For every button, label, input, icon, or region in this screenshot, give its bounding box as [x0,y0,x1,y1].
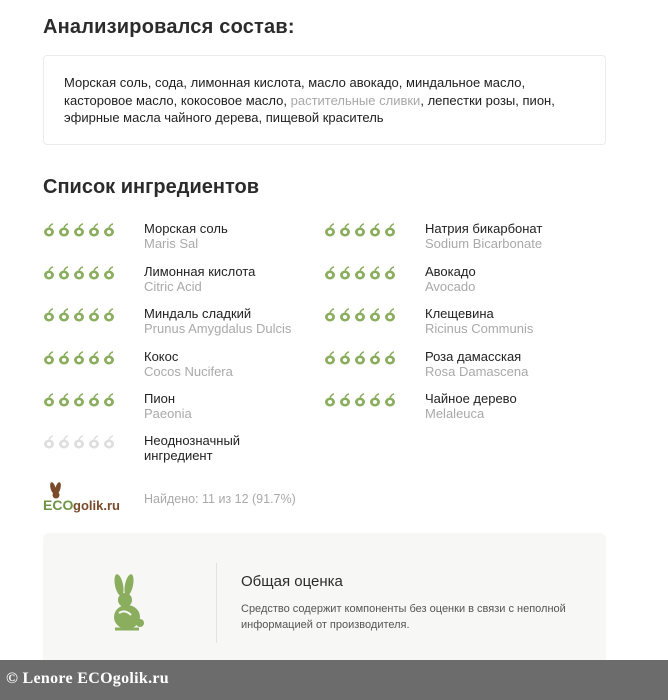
ecogolik-logo[interactable] [43,478,133,518]
ingredient-name-latin: Cocos Nucifera [144,364,233,379]
rabbit-icon [105,573,147,636]
rating-dot-filled-icon [369,266,381,280]
composition-ingredient[interactable]: кокосовое масло [180,92,284,108]
rating-dot-filled-icon [354,351,366,365]
ingredient-rating-dots [43,266,115,280]
rating-dot-filled-icon [88,266,100,280]
rating-dot-filled-icon [354,308,366,322]
rating-dot-filled-icon [43,393,55,407]
rating-dot-filled-icon [354,393,366,407]
rating-dot-filled-icon [324,223,336,237]
ingredient-name-latin: Avocado [425,279,476,294]
ingredient-rating-dots [43,308,115,322]
ambiguous-rating-dots [43,435,115,449]
rating-dot-filled-icon [58,266,70,280]
logo-eco-text: ECO [43,497,74,513]
rating-dot-filled-icon [58,393,70,407]
logo-rest-text: golik.ru [73,498,120,513]
ingredient-name-ru: Чайное дерево [425,391,517,406]
rating-dot-empty-icon [103,435,115,449]
rating-dot-filled-icon [103,351,115,365]
ingredient-name-latin: Paeonia [144,406,192,421]
ambiguous-label-line1: Неоднозначный [144,433,241,448]
composition-ingredient[interactable]: лепестки розы [427,92,516,108]
analysis-heading: Анализировался состав: [43,16,295,38]
composition-ingredient[interactable]: миндальное масло [406,75,522,90]
separator: , [398,75,406,90]
rating-dot-filled-icon [339,266,351,280]
composition-ingredient[interactable]: пион [522,92,552,108]
ingredient-name-ru: Натрия бикарбонат [425,221,543,236]
ingredient-name-ru: Роза дамасская [425,349,522,364]
rating-dot-filled-icon [88,393,100,407]
rating-dot-filled-icon [354,223,366,237]
rating-dot-filled-icon [43,266,55,280]
ingredient-rating-dots [324,266,396,280]
rating-dot-filled-icon [369,393,381,407]
rating-dot-filled-icon [88,351,100,365]
rating-divider [216,563,217,643]
rating-dot-filled-icon [103,223,115,237]
ecogolik-logo-icon [43,478,133,518]
composition-ingredient[interactable]: масло авокадо [308,75,399,90]
ingredient-name-latin: Melaleuca [425,406,485,421]
rating-dot-filled-icon [324,266,336,280]
ingredient-name-ru: Клещевина [425,306,494,321]
ingredient-name-ru: Кокос [144,349,179,364]
ingredient-name-latin: Rosa Damascena [425,364,529,379]
composition-ingredient[interactable]: пищевой краситель [265,110,384,125]
ingredient-name-ru: Пион [144,391,176,406]
rating-dot-filled-icon [43,223,55,237]
composition-ingredient[interactable]: сода [154,75,184,90]
rating-dot-filled-icon [369,223,381,237]
ingredient-rating-dots [324,351,396,365]
separator: , [551,92,555,108]
composition-ingredient[interactable]: Морская соль [64,75,148,90]
copyright-footer: © Lenore ECOgolik.ru [0,660,668,700]
separator: , [420,92,428,108]
ingredient-list-heading: Список ингредиентов [43,176,260,198]
separator: , [258,110,266,125]
rating-dot-filled-icon [339,351,351,365]
separator: , [183,75,191,90]
rating-dot-filled-icon [324,393,336,407]
rating-dot-filled-icon [354,266,366,280]
separator: , [147,75,155,90]
rating-dot-filled-icon [369,351,381,365]
ingredient-rating-dots [43,393,115,407]
ingredient-name-ru: Авокадо [425,264,476,279]
composition-ingredient[interactable]: лимонная кислота [190,75,302,90]
ingredient-name-latin: Citric Acid [144,279,202,294]
rating-dot-filled-icon [58,351,70,365]
composition-text [64,74,585,127]
composition-ingredient[interactable]: растительные сливки [290,92,421,108]
rating-dot-filled-icon [384,393,396,407]
separator: , [173,92,181,108]
rating-dot-filled-icon [384,223,396,237]
ambiguous-label-line2: ингредиент [144,448,213,463]
rating-dot-filled-icon [88,308,100,322]
ingredient-rating-dots [324,393,396,407]
rating-dot-filled-icon [339,223,351,237]
rating-dot-filled-icon [88,223,100,237]
rating-dot-empty-icon [88,435,100,449]
ingredient-rating-dots [43,223,115,237]
ingredient-rating-dots [324,308,396,322]
rating-title: Общая оценка [241,573,343,590]
rating-dot-empty-icon [43,435,55,449]
separator: , [521,75,526,90]
rating-dot-filled-icon [369,308,381,322]
rating-dot-empty-icon [73,435,85,449]
rating-dot-filled-icon [324,351,336,365]
rating-dot-filled-icon [58,223,70,237]
rating-dot-filled-icon [43,351,55,365]
rating-dot-filled-icon [73,351,85,365]
separator: , [283,92,291,108]
rating-description: Средство содержит компоненты без оценки в связи с неполной информацией от производителя. [241,603,566,631]
rating-dot-filled-icon [103,308,115,322]
rating-dot-filled-icon [339,393,351,407]
ingredient-name-ru: Миндаль сладкий [144,306,252,321]
rating-dot-filled-icon [58,308,70,322]
rating-dot-filled-icon [103,266,115,280]
rating-dot-filled-icon [73,266,85,280]
ingredient-rating-dots [324,223,396,237]
rating-dot-filled-icon [339,308,351,322]
rating-dot-filled-icon [384,351,396,365]
rating-dot-filled-icon [43,308,55,322]
composition-ingredient[interactable]: касторовое масло [64,92,174,108]
found-count: Найдено: 11 из 12 (91.7%) [144,492,296,506]
rating-dot-filled-icon [384,308,396,322]
rating-dot-filled-icon [73,308,85,322]
composition-ingredient[interactable]: эфирные масла чайного дерева [64,110,259,125]
rating-dot-filled-icon [103,393,115,407]
ingredient-name-ru: Лимонная кислота [144,264,256,279]
ingredient-name-ru: Морская соль [144,221,228,236]
rating-dot-filled-icon [73,393,85,407]
rating-dot-filled-icon [384,266,396,280]
composition-box [43,55,606,145]
ingredient-name-latin: Prunus Amygdalus Dulcis [144,321,292,336]
rating-dot-empty-icon [58,435,70,449]
ingredient-name-latin: Maris Sal [144,236,199,251]
separator: , [515,92,523,108]
overall-rating-panel [43,533,606,673]
rating-dot-filled-icon [324,308,336,322]
ingredient-name-latin: Sodium Bicarbonate [425,236,543,251]
ingredient-rating-dots [43,351,115,365]
ingredient-name-latin: Ricinus Communis [425,321,534,336]
separator: , [301,75,309,90]
rating-dot-filled-icon [73,223,85,237]
